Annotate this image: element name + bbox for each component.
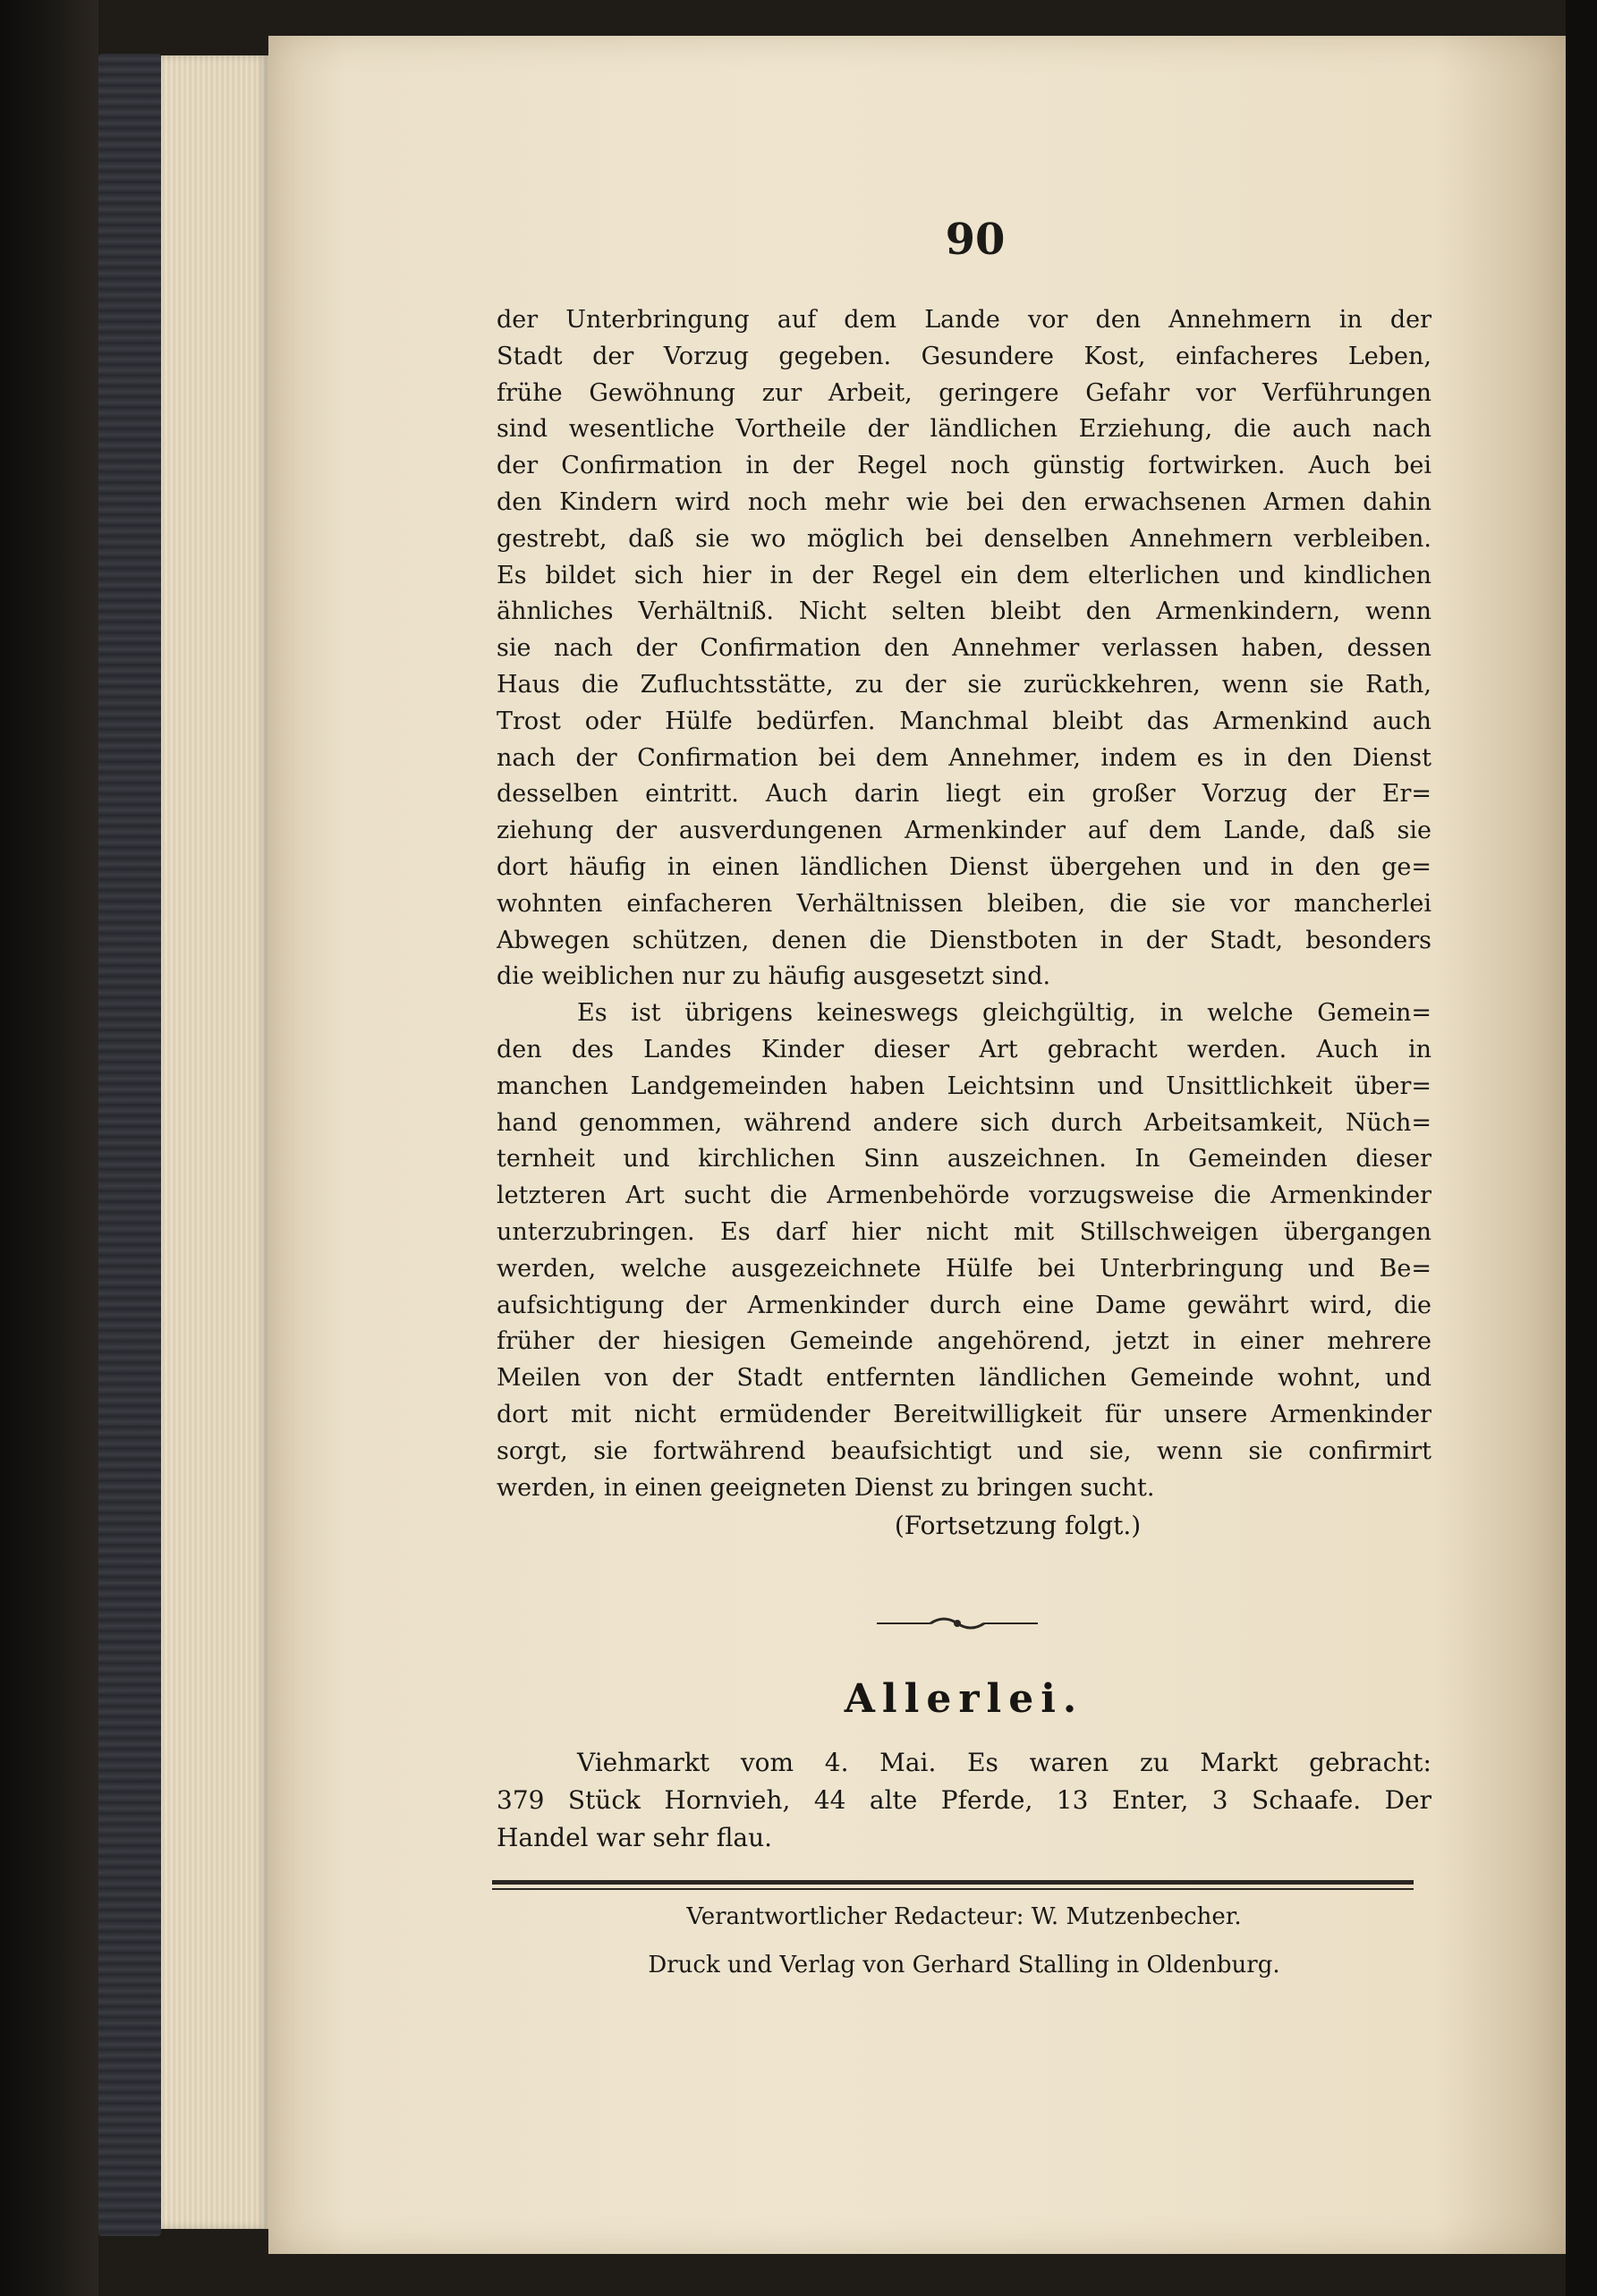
text-line: manchen Landgemeinden haben Leichtsinn und Unsittlichkeit über= <box>497 1072 1431 1100</box>
text-line: Handel war sehr flau. <box>497 1823 772 1852</box>
text-line: Abwegen schützen, denen die Dienstboten in der Stadt, besonders <box>497 926 1431 954</box>
imprint-printer: Druck und Verlag von Gerhard Stalling in Oldenburg. <box>648 1952 1280 1978</box>
text-line: früher der hiesigen Gemeinde angehörend, jetzt in einer mehrere <box>497 1327 1431 1356</box>
text-line: werden, welche ausgezeichnete Hülfe bei Unterbringung und Be= <box>497 1254 1431 1283</box>
imprint-editor: Verantwortlicher Redacteur: W. Mutzenbecher. <box>686 1903 1242 1930</box>
text-line: den Kindern wird noch mehr wie bei den erwachsenen Armen dahin <box>497 487 1431 516</box>
paragraph-2 <box>497 995 1431 1506</box>
miscellany-body <box>497 1744 1431 1857</box>
text-line: Es bildet sich hier in der Regel ein dem elterlichen und kindlichen <box>497 561 1431 589</box>
ornament-divider <box>877 1610 1038 1637</box>
book-background-right <box>1566 0 1597 2296</box>
footer-rule-thin <box>492 1888 1414 1890</box>
text-line: den des Landes Kinder dieser Art gebracht werden. Auch in <box>497 1035 1431 1063</box>
text-line: unterzubringen. Es darf hier nicht mit Stillschweigen übergangen <box>497 1217 1431 1246</box>
paragraph-1 <box>497 302 1431 995</box>
text-line: werden, in einen geeigneten Dienst zu bringen sucht. <box>497 1473 1155 1502</box>
text-line: die weiblichen nur zu häufig ausgesetzt sind. <box>497 962 1051 991</box>
section-title-allerlei: Allerlei. <box>844 1676 1084 1722</box>
text-line: Meilen von der Stadt entfernten ländlichen Gemeinde wohnt, und <box>497 1364 1431 1393</box>
text-line: sorgt, sie fortwährend beaufsichtigt und sie, wenn sie confirmirt <box>497 1436 1431 1465</box>
text-line: desselben eintritt. Auch darin liegt ein großer Vorzug der Er= <box>497 780 1431 809</box>
text-line: Es ist übrigens keineswegs gleichgültig, in welche Gemein= <box>577 999 1431 1028</box>
text-line: Viehmarkt vom 4. Mai. Es waren zu Markt gebracht: <box>577 1748 1431 1777</box>
text-line: aufsichtigung der Armenkinder durch eine Dame gewährt wird, die <box>497 1291 1431 1319</box>
text-line: ziehung der ausverdungenen Armenkinder auf dem Lande, daß sie <box>497 817 1431 845</box>
book-binding-shadow <box>0 0 98 2296</box>
text-line: sind wesentliche Vortheile der ländlichen Erziehung, die auch nach <box>497 415 1431 444</box>
text-line: dort häufig in einen ländlichen Dienst übergehen und in den ge= <box>497 852 1431 881</box>
text-line: sie nach der Confirmation den Annehmer verlassen haben, dessen <box>497 634 1431 663</box>
text-line: gestrebt, daß sie wo möglich bei denselben Annehmern verbleiben. <box>497 524 1431 553</box>
text-line: 379 Stück Hornvieh, 44 alte Pferde, 13 Enter, 3 Schaafe. Der <box>497 1785 1431 1815</box>
text-line: ähnliches Verhältniß. Nicht selten bleibt den Armenkindern, wenn <box>497 597 1431 626</box>
text-line: nach der Confirmation bei dem Annehmer, indem es in den Dienst <box>497 743 1431 772</box>
page-number: 90 <box>945 215 1006 265</box>
text-line: der Unterbringung auf dem Lande vor den Annehmern in der <box>497 306 1431 334</box>
continuation-note: (Fortsetzung folgt.) <box>894 1511 1142 1541</box>
book-cover-edge <box>98 54 161 2236</box>
text-line: wohnten einfacheren Verhältnissen bleiben, die sie vor mancherlei <box>497 889 1431 918</box>
text-line: letzteren Art sucht die Armenbehörde vorzugsweise die Armenkinder <box>497 1182 1431 1210</box>
footer-rule-thick <box>492 1880 1414 1885</box>
article-body <box>497 302 1431 1546</box>
text-line: ternheit und kirchlichen Sinn auszeichnen. In Gemeinden dieser <box>497 1145 1431 1173</box>
text-line: Haus die Zufluchtsstätte, zu der sie zurückkehren, wenn sie Rath, <box>497 670 1431 699</box>
text-line: dort mit nicht ermüdender Bereitwilligkeit für unsere Armenkinder <box>497 1400 1431 1428</box>
text-line: Stadt der Vorzug gegeben. Gesundere Kost, einfacheres Leben, <box>497 342 1431 370</box>
text-line: hand genommen, während andere sich durch Arbeitsamkeit, Nüch= <box>497 1108 1431 1137</box>
page-stack-edge <box>161 55 268 2229</box>
text-line: frühe Gewöhnung zur Arbeit, geringere Gefahr vor Verführungen <box>497 378 1431 407</box>
text-line: Trost oder Hülfe bedürfen. Manchmal bleibt das Armenkind auch <box>497 707 1431 735</box>
text-line: der Confirmation in der Regel noch günstig fortwirken. Auch bei <box>497 452 1431 480</box>
